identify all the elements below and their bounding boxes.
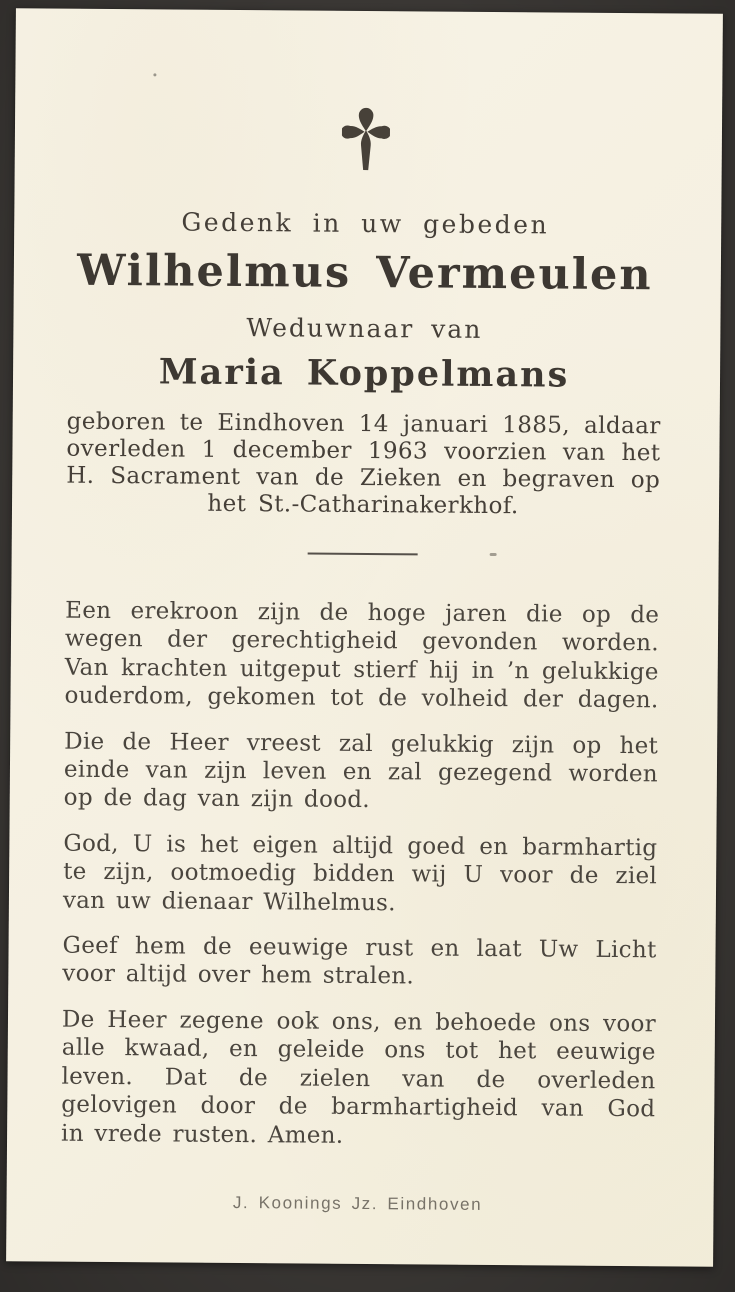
printer-credit: J. Koonings Jz. Eindhoven <box>232 1192 483 1214</box>
prayer-line: voor altijd over hem stralen. <box>62 961 415 990</box>
prayer-line: Een erekroon zijn de hoge jaren die op de <box>65 597 660 629</box>
prayer-line: Die de Heer vreest zal gelukkig zijn op het <box>64 728 659 759</box>
prayer-line: einde van zijn leven en zal gezegend worden <box>63 756 659 788</box>
prayer-paragraph <box>61 1006 656 1153</box>
prayer-line: God, U is het eigen altijd goed en barmhartig <box>63 830 658 862</box>
divider-rule <box>308 553 418 556</box>
prayer-line: wegen der gerechtigheid gevonden worden. <box>64 626 660 657</box>
prayer-line: in vrede rusten. Amen. <box>60 1120 344 1149</box>
cross-icon <box>342 105 391 173</box>
vital-record <box>66 409 661 522</box>
vital-line: H. Sacrament van de Zieken en begraven op <box>66 462 661 494</box>
prayer-line: te zijn, ootmoedig bidden wij U voor de ziel <box>63 858 658 890</box>
vital-line: geboren te Eindhoven 14 januari 1885, aldaar <box>66 408 661 440</box>
prayer-paragraph <box>63 829 658 919</box>
prayer-line: ouderdom, gekomen tot de volheid der dagen. <box>64 682 659 714</box>
remembrance-line: Gedenk in uw gebeden <box>181 207 550 240</box>
prayer-line: alle kwaad, en geleide ons tot het eeuwige <box>61 1034 656 1066</box>
prayer-paragraph <box>64 727 659 817</box>
relation-line: Weduwnaar van <box>246 313 483 344</box>
memorial-card <box>6 8 723 1267</box>
paper-speck <box>153 73 156 76</box>
prayer-line: gelovigen door de barmhartigheid van God <box>61 1091 656 1123</box>
vital-line: overleden 1 december 1963 voorzien van het <box>66 435 661 467</box>
vital-line: het St.-Catharinakerkhof. <box>207 490 519 520</box>
deceased-name: Wilhelmus Vermeulen <box>76 245 653 301</box>
prayer-paragraph <box>64 597 659 715</box>
prayer-line: Geef hem de eeuwige rust en laat Uw Licht <box>62 932 657 964</box>
spouse-name: Maria Koppelmans <box>158 351 570 396</box>
prayer-line: leven. Dat de zielen van de overleden <box>61 1063 656 1094</box>
prayer-line: Van krachten uitgeput stierf hij in ’n gelukkige <box>64 654 659 686</box>
prayer-line: op de dag van zijn dood. <box>63 785 371 814</box>
prayer-paragraph <box>62 932 656 993</box>
prayer-line: van uw dienaar Wilhelmus. <box>62 887 396 916</box>
paper-speck <box>490 553 497 556</box>
prayer-line: De Heer zegene ook ons, en behoede ons voor <box>61 1006 657 1038</box>
